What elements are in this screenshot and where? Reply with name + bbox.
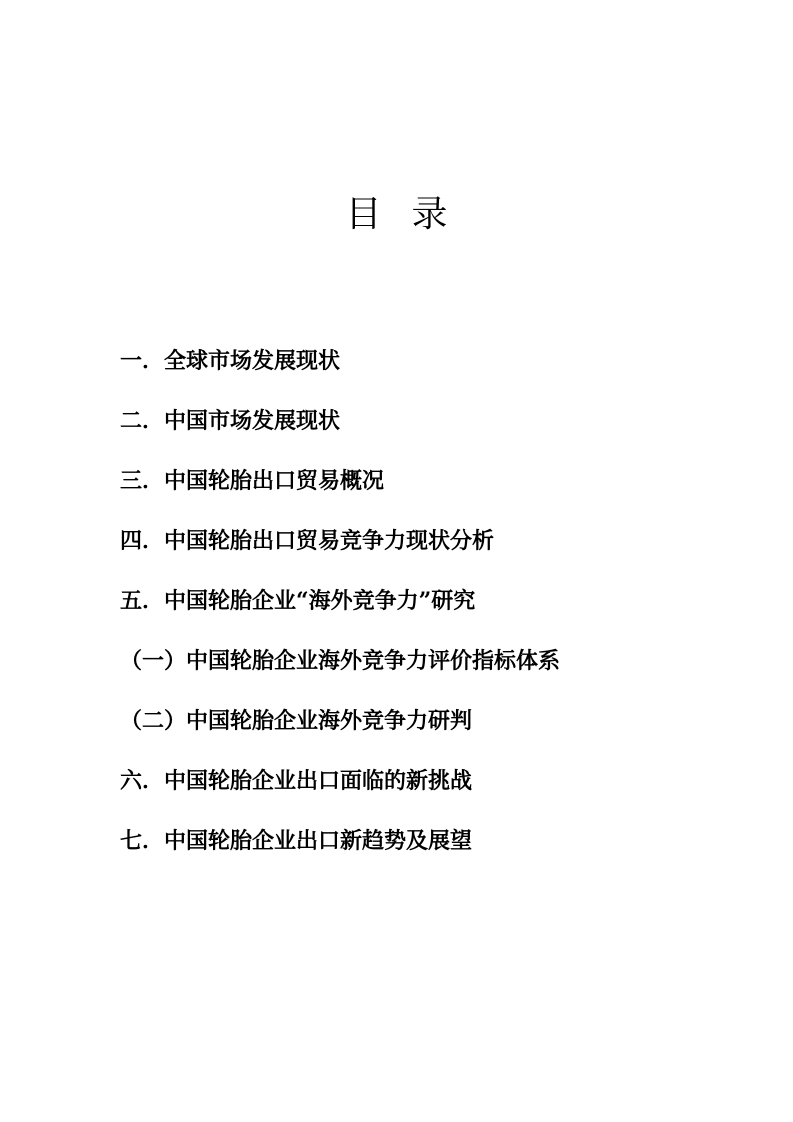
toc-entry-7[interactable]: 七．中国轮胎企业出口新趋势及展望 bbox=[120, 828, 473, 854]
table-of-contents bbox=[120, 342, 760, 882]
toc-entry-4[interactable]: 四．中国轮胎出口贸易竞争力现状分析 bbox=[120, 528, 495, 554]
toc-entry-6[interactable]: 六．中国轮胎企业出口面临的新挑战 bbox=[120, 768, 473, 794]
toc-entry-5-2[interactable]: （二）中国轮胎企业海外竞争力研判 bbox=[120, 708, 473, 734]
toc-entry-5-1[interactable]: （一）中国轮胎企业海外竞争力评价指标体系 bbox=[120, 648, 561, 674]
toc-entry-1[interactable]: 一．全球市场发展现状 bbox=[120, 348, 341, 374]
page-title bbox=[0, 186, 793, 237]
toc-entry-5[interactable]: 五．中国轮胎企业“海外竞争力”研究 bbox=[120, 588, 476, 614]
toc-entry-2[interactable]: 二．中国市场发展现状 bbox=[120, 408, 341, 434]
toc-entry-3[interactable]: 三．中国轮胎出口贸易概况 bbox=[120, 468, 385, 494]
page-title-part-1: 目 bbox=[345, 194, 382, 235]
page-title-part-2: 录 bbox=[411, 194, 448, 235]
